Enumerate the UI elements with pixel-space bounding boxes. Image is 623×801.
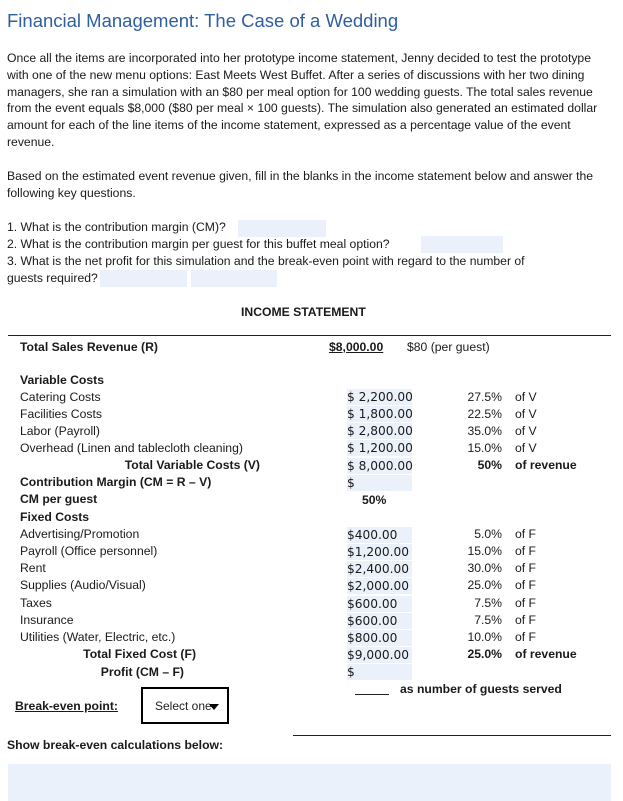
fixed-cost-amount[interactable]: $1,200.00 <box>347 544 412 560</box>
cm-per-guest-value: 50% <box>362 493 387 507</box>
variable-costs-heading: Variable Costs <box>20 373 104 387</box>
variable-cost-label: Overhead (Linen and tablecloth cleaning) <box>20 441 243 455</box>
fixed-cost-pct: 30.0% <box>467 561 502 575</box>
variable-cost-unit: of V <box>515 424 537 438</box>
fixed-cost-unit: of F <box>515 596 536 610</box>
fixed-cost-unit: of F <box>515 613 536 627</box>
break-even-label: Break-even point: <box>15 699 118 713</box>
variable-cost-amount[interactable]: $ 2,200.00 <box>347 390 413 404</box>
income-statement-title: INCOME STATEMENT <box>241 305 366 319</box>
variable-cost-pct: 22.5% <box>467 407 502 421</box>
variable-cost-label: Facilities Costs <box>20 407 102 421</box>
fixed-cost-unit: of F <box>515 544 536 558</box>
fixed-cost-amount[interactable]: $400.00 <box>347 527 412 543</box>
intro-paragraph: Once all the items are incorporated into her prototype income statement, Jenny decided to test the prototype with one of the new menu options: East Meets West Buffet. After a series of discussions with her two dining managers, she ran a simulation with an $80 per meal option for 100 wedding guests. The total sales revenue from the event equals $8,000 ($80 per meal × 100 guests). The simulation also generated an estimated dollar amount for each of the line items of the income statement, expressed as a percentage value of the event revenue. <box>7 51 598 149</box>
total-variable-costs-pct: 50% <box>477 458 502 472</box>
fixed-cost-unit: of F <box>515 630 536 644</box>
fixed-cost-amount[interactable]: $2,400.00 <box>347 561 412 577</box>
fixed-cost-label: Payroll (Office personnel) <box>20 544 158 558</box>
fixed-cost-pct: 7.5% <box>474 613 502 627</box>
fixed-cost-pct: 15.0% <box>467 544 502 558</box>
answer-cm-per-guest-input[interactable] <box>421 236 503 253</box>
fixed-cost-pct: 10.0% <box>467 630 502 644</box>
guests-served-label: as number of guests served <box>400 682 562 696</box>
total-variable-costs-amount[interactable]: $ 8,000.00 <box>347 459 413 473</box>
total-variable-costs-unit: of revenue <box>515 458 577 472</box>
variable-cost-amount[interactable]: $ 1,200.00 <box>347 441 413 455</box>
fixed-cost-label: Supplies (Audio/Visual) <box>20 578 146 592</box>
variable-cost-pct: 35.0% <box>467 424 502 438</box>
fixed-cost-label: Advertising/Promotion <box>20 527 140 541</box>
chevron-down-icon <box>209 704 219 710</box>
fixed-cost-amount[interactable]: $2,000.00 <box>347 578 412 594</box>
total-sales-revenue-label: Total Sales Revenue (R) <box>20 340 158 354</box>
variable-cost-label: Catering Costs <box>20 390 101 404</box>
profit-label: Profit (CM – F) <box>100 665 184 679</box>
show-calculations-label: Show break-even calculations below: <box>7 738 224 752</box>
variable-cost-label: Labor (Payroll) <box>20 424 100 438</box>
fixed-cost-pct: 7.5% <box>474 596 502 610</box>
bottom-rule <box>293 735 611 736</box>
statement-top-rule <box>8 335 611 336</box>
total-fixed-cost-pct: 25.0% <box>467 647 502 661</box>
question-1: 1. What is the contribution margin (CM)? <box>7 220 226 234</box>
fixed-cost-amount[interactable]: $600.00 <box>347 596 412 612</box>
variable-cost-unit: of V <box>515 441 537 455</box>
guests-served-blank[interactable] <box>355 694 389 695</box>
total-variable-costs-label: Total Variable Costs (V) <box>124 458 260 472</box>
cm-per-guest-label: CM per guest <box>20 492 98 506</box>
variable-cost-unit: of V <box>515 390 537 404</box>
fixed-cost-unit: of F <box>515 561 536 575</box>
fixed-cost-label: Utilities (Water, Electric, etc.) <box>20 630 176 644</box>
fixed-cost-pct: 5.0% <box>474 527 502 541</box>
answer-net-profit-input[interactable] <box>100 270 187 287</box>
fixed-cost-label: Rent <box>20 561 46 575</box>
answer-cm-input[interactable] <box>238 220 326 237</box>
answer-break-even-input[interactable] <box>191 270 277 287</box>
fixed-cost-amount[interactable]: $800.00 <box>347 630 412 646</box>
variable-cost-unit: of V <box>515 407 537 421</box>
fixed-cost-amount[interactable]: $600.00 <box>347 613 412 629</box>
fixed-costs-heading: Fixed Costs <box>20 510 90 524</box>
variable-cost-pct: 27.5% <box>467 390 502 404</box>
total-fixed-cost-label: Total Fixed Cost (F) <box>83 647 196 661</box>
contribution-margin-amount[interactable]: $ <box>347 475 412 491</box>
contribution-margin-label: Contribution Margin (CM = R – V) <box>20 475 212 489</box>
total-fixed-cost-unit: of revenue <box>515 647 577 661</box>
total-fixed-cost-amount[interactable]: $9,000.00 <box>347 647 412 663</box>
question-2: 2. What is the contribution margin per guest for this buffet meal option? <box>7 237 390 251</box>
fixed-cost-unit: of F <box>515 578 536 592</box>
question-3: 3. What is the net profit for this simulation and the break-even point with regard to the number of <box>7 254 525 268</box>
fixed-cost-pct: 25.0% <box>467 578 502 592</box>
fixed-cost-label: Taxes <box>20 596 52 610</box>
variable-cost-amount[interactable]: $ 2,800.00 <box>347 424 413 438</box>
variable-cost-amount[interactable]: $ 1,800.00 <box>347 407 413 421</box>
break-even-select-value: Select one <box>155 699 212 713</box>
break-even-calculations-input[interactable] <box>8 764 611 801</box>
total-sales-revenue-amount: $8,000.00 <box>329 340 384 354</box>
fixed-cost-label: Insurance <box>20 613 74 627</box>
instructions-paragraph: Based on the estimated event revenue given, fill in the blanks in the income statement below and answer the following key questions. <box>7 169 594 200</box>
profit-amount[interactable]: $ <box>347 664 412 680</box>
question-3-continued: guests required? <box>7 271 98 285</box>
break-even-select[interactable] <box>141 687 229 724</box>
revenue-per-guest-note: $80 (per guest) <box>407 340 490 354</box>
fixed-cost-unit: of F <box>515 527 536 541</box>
page-title: Financial Management: The Case of a Wedding <box>7 10 399 31</box>
variable-cost-pct: 15.0% <box>467 441 502 455</box>
